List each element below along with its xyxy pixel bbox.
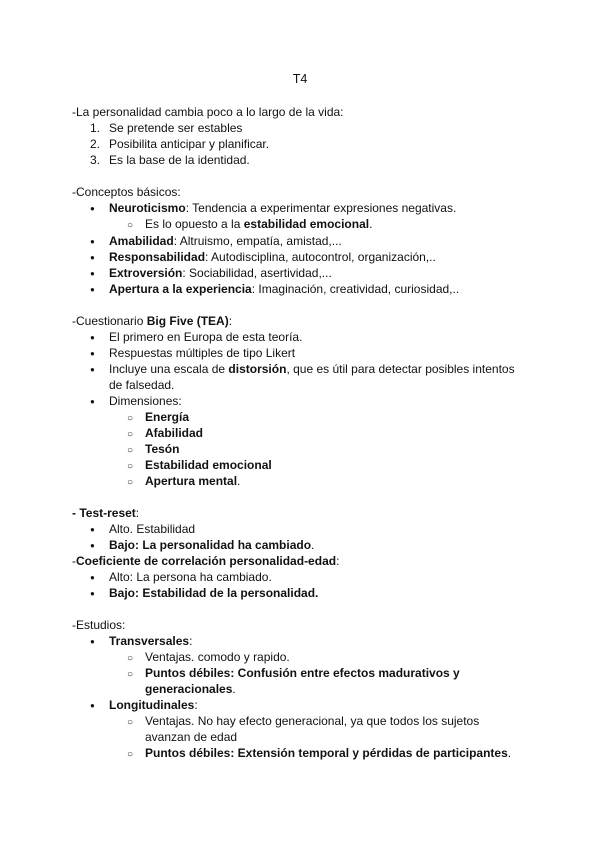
text: Incluye una escala de xyxy=(109,362,229,376)
sub-list-item xyxy=(145,216,372,232)
list-number: 3. xyxy=(90,153,101,167)
list-item: Dimensiones: xyxy=(109,394,182,408)
text: . xyxy=(369,217,373,231)
list-item-responsabilidad xyxy=(109,249,436,265)
dimension-item: Energía xyxy=(145,410,190,424)
list-item: Alto: La persona ha cambiado. xyxy=(109,570,272,584)
list-item: Bajo: Estabilidad de la personalidad. xyxy=(109,586,319,600)
definition: : Autodisciplina, autocontrol, organización,.. xyxy=(205,250,436,264)
definition: : Imaginación, creatividad, curiosidad,.. xyxy=(251,282,460,296)
dimension-item: Estabilidad emocional xyxy=(145,458,272,472)
sub-list-item-continuation xyxy=(145,681,236,697)
dimension-item xyxy=(145,473,240,489)
text: : xyxy=(228,314,233,328)
text: Es lo opuesto a la xyxy=(145,217,244,231)
list-item: Respuestas múltiples de tipo Likert xyxy=(109,346,296,360)
term: Apertura a la experiencia xyxy=(109,282,252,296)
term: Big Five (TEA) xyxy=(146,314,229,328)
list-number: 2. xyxy=(90,137,101,151)
section-heading-correlation xyxy=(72,553,339,569)
text: - xyxy=(72,554,76,568)
term: Extroversión xyxy=(109,266,183,280)
list-number: 1. xyxy=(90,121,101,135)
bullet-icon xyxy=(90,361,95,379)
sub-list-item-continuation: avanzan de edad xyxy=(145,730,238,744)
definition: : Sociabilidad, asertividad,... xyxy=(182,266,332,280)
list-item: Posibilita anticipar y planificar. xyxy=(109,137,270,151)
bullet-icon xyxy=(90,281,95,299)
list-item-extroversion xyxy=(109,265,332,281)
text: -Cuestionario xyxy=(72,314,147,328)
page-title: T4 xyxy=(292,72,308,86)
definition: : Tendencia a experimentar expresiones negativas. xyxy=(185,201,457,215)
section-heading-basic-concepts: -Conceptos básicos: xyxy=(72,185,181,199)
list-item: Es la base de la identidad. xyxy=(109,153,250,167)
term: Longitudinales xyxy=(109,698,195,712)
dimension-item: Afabilidad xyxy=(145,426,204,440)
text: : xyxy=(189,634,193,648)
sub-bullet-icon xyxy=(127,665,133,683)
section-heading-test-reset xyxy=(72,505,139,521)
list-item: Alto. Estabilidad xyxy=(109,522,196,536)
bullet-icon xyxy=(90,200,95,218)
sub-list-item: Ventajas. No hay efecto generacional, ya que todos los sujetos xyxy=(145,714,480,728)
term: Apertura mental xyxy=(145,474,238,488)
text: . xyxy=(232,682,236,696)
section-heading-big-five xyxy=(72,313,232,329)
term: generacionales xyxy=(145,682,233,696)
bullet-icon xyxy=(90,393,95,411)
sub-bullet-icon xyxy=(127,713,133,731)
sub-list-item: Ventajas. comodo y rapido. xyxy=(145,650,290,664)
term: Bajo: La personalidad ha cambiado xyxy=(109,538,312,552)
section-heading-personality-change: -La personalidad cambia poco a lo largo de la vida: xyxy=(72,105,344,119)
list-item-apertura xyxy=(109,281,459,297)
text: : xyxy=(336,554,340,568)
term: - Test-reset xyxy=(72,506,136,520)
term: Transversales xyxy=(109,634,190,648)
term: Responsabilidad xyxy=(109,250,206,264)
text: . xyxy=(507,746,512,760)
sub-list-item xyxy=(145,745,511,761)
sub-list-item: Puntos débiles: Confusión entre efectos madurativos y xyxy=(145,666,460,680)
list-item-longitudinales xyxy=(109,697,198,713)
sub-bullet-icon xyxy=(127,216,133,234)
bullet-icon xyxy=(90,585,95,603)
term: Amabilidad xyxy=(109,234,174,248)
list-item-amabilidad xyxy=(109,233,342,249)
list-item-continuation: de falsedad. xyxy=(109,378,175,392)
list-item-transversales xyxy=(109,633,192,649)
term: Neuroticismo xyxy=(109,201,186,215)
list-item-distorsion xyxy=(109,361,515,377)
text: . xyxy=(311,538,315,552)
bullet-icon xyxy=(90,697,95,715)
list-item xyxy=(109,537,314,553)
text: . xyxy=(237,474,241,488)
sub-bullet-icon xyxy=(127,745,133,763)
list-item: El primero en Europa de esta teoría. xyxy=(109,330,303,344)
term: Coeficiente de correlación personalidad-edad xyxy=(76,554,337,568)
dimension-item: Tesón xyxy=(145,442,180,456)
section-heading-studies: -Estudios: xyxy=(72,618,126,632)
text: : xyxy=(135,506,140,520)
term: distorsión xyxy=(228,362,287,376)
term: Puntos débiles: Extensión temporal y pérdidas de participantes xyxy=(145,746,508,760)
list-item-neuroticismo xyxy=(109,200,456,216)
term: estabilidad emocional xyxy=(243,217,370,231)
text: , que es útil para detectar posibles intentos xyxy=(286,362,515,376)
definition: : Altruismo, empatía, amistad,... xyxy=(173,234,342,248)
list-item: Se pretende ser estables xyxy=(109,121,243,135)
sub-bullet-icon xyxy=(127,473,133,491)
text: : xyxy=(194,698,198,712)
bullet-icon xyxy=(90,633,95,651)
